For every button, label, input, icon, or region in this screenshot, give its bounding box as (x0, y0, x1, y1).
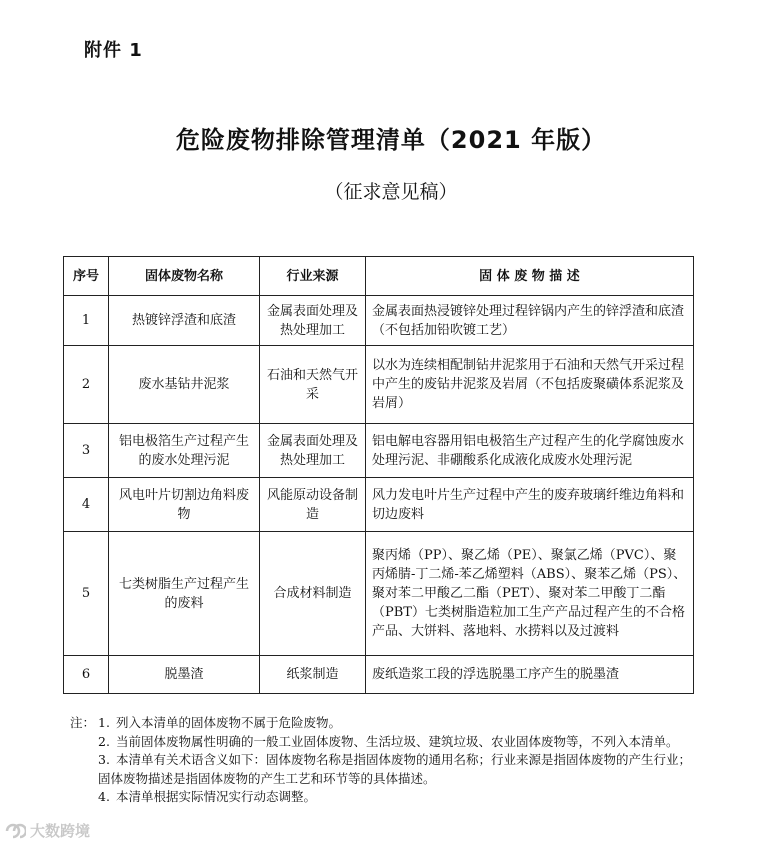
table-row (64, 532, 694, 656)
note-item (70, 733, 700, 752)
brand-logo-icon (4, 822, 26, 840)
row-no: 2 (64, 346, 109, 424)
header-source: 行业来源 (260, 257, 366, 296)
table-row (64, 478, 694, 532)
attachment-label: 附件 1 (84, 40, 143, 61)
row-name: 废水基钻井泥浆 (109, 346, 260, 424)
row-source: 合成材料制造 (260, 532, 366, 656)
row-desc: 以水为连续相配制钻井泥浆用于石油和天然气开采过程中产生的废钻井泥浆及岩屑（不包括废聚磺体系泥浆及岩屑） (366, 346, 694, 424)
note-number: 1. (98, 715, 110, 730)
notes-prefix: 注： (70, 715, 96, 730)
note-text: 本清单根据实际情况实行动态调整。 (116, 789, 317, 804)
row-source: 风能原动设备制造 (260, 478, 366, 532)
header-no: 序号 (64, 257, 109, 296)
row-name: 铝电极箔生产过程产生的废水处理污泥 (109, 424, 260, 478)
note-text: 列入本清单的固体废物不属于危险废物。 (116, 715, 342, 730)
table-row (64, 424, 694, 478)
row-no: 5 (64, 532, 109, 656)
note-number: 4. (98, 789, 110, 804)
header-desc: 固 体 废 物 描 述 (366, 257, 694, 296)
note-number: 3. (98, 752, 110, 767)
document-title: 危险废物排除管理清单（2021 年版） (175, 126, 607, 154)
table-row (64, 296, 694, 346)
row-no: 6 (64, 656, 109, 694)
note-number: 2. (98, 733, 110, 749)
header-name: 固体废物名称 (109, 257, 260, 296)
watermark (4, 820, 90, 841)
row-source: 金属表面处理及热处理加工 (260, 296, 366, 346)
row-desc: 风力发电叶片生产过程中产生的废弃玻璃纤维边角料和切边废料 (366, 478, 694, 532)
row-name: 热镀锌浮渣和底渣 (109, 296, 260, 346)
note-item (70, 714, 700, 733)
row-desc: 聚丙烯（PP）、聚乙烯（PE）、聚氯乙烯（PVC）、聚丙烯腈-丁二烯-苯乙烯塑料（ABS）、聚苯乙烯（PS）、聚对苯二甲酸乙二酯（PET）、聚对苯二甲酸丁二酯（PBT）七类树脂造粒加工生产产品过程产生的不合格产品、大饼料、落地料、水捞料以及过渡料 (366, 532, 694, 656)
row-desc: 金属表面热浸镀锌处理过程锌锅内产生的锌浮渣和底渣（不包括加铅吹镀工艺） (366, 296, 694, 346)
note-text: 本清单有关术语含义如下：固体废物名称是指固体废物的通用名称；行业来源是指固体废物的产生行业；固体废物描述是指固体废物的产生工艺和环节等的具体描述。 (98, 752, 692, 786)
table-row (64, 656, 694, 694)
row-name: 风电叶片切割边角料废物 (109, 478, 260, 532)
note-text: 当前固体废物属性明确的一般工业固体废物、生活垃圾、建筑垃圾、农业固体废物等，不列入本清单。 (116, 733, 679, 749)
note-item (70, 751, 700, 788)
row-no: 4 (64, 478, 109, 532)
row-no: 1 (64, 296, 109, 346)
row-source: 纸浆制造 (260, 656, 366, 694)
document-subtitle: （征求意见稿） (324, 181, 458, 203)
notes-section (70, 714, 700, 807)
waste-exclusion-table (63, 256, 694, 694)
note-item (70, 788, 700, 807)
row-name: 七类树脂生产过程产生的废料 (109, 532, 260, 656)
row-desc: 废纸造浆工段的浮选脱墨工序产生的脱墨渣 (366, 656, 694, 694)
table-header-row (64, 257, 694, 296)
row-no: 3 (64, 424, 109, 478)
row-desc: 铝电解电容器用铝电极箔生产过程产生的化学腐蚀废水处理污泥、非硼酸系化成液化成废水处理污泥 (366, 424, 694, 478)
row-source: 金属表面处理及热处理加工 (260, 424, 366, 478)
watermark-text: 大数跨境 (30, 822, 91, 840)
table-row (64, 346, 694, 424)
row-name: 脱墨渣 (109, 656, 260, 694)
row-source: 石油和天然气开采 (260, 346, 366, 424)
